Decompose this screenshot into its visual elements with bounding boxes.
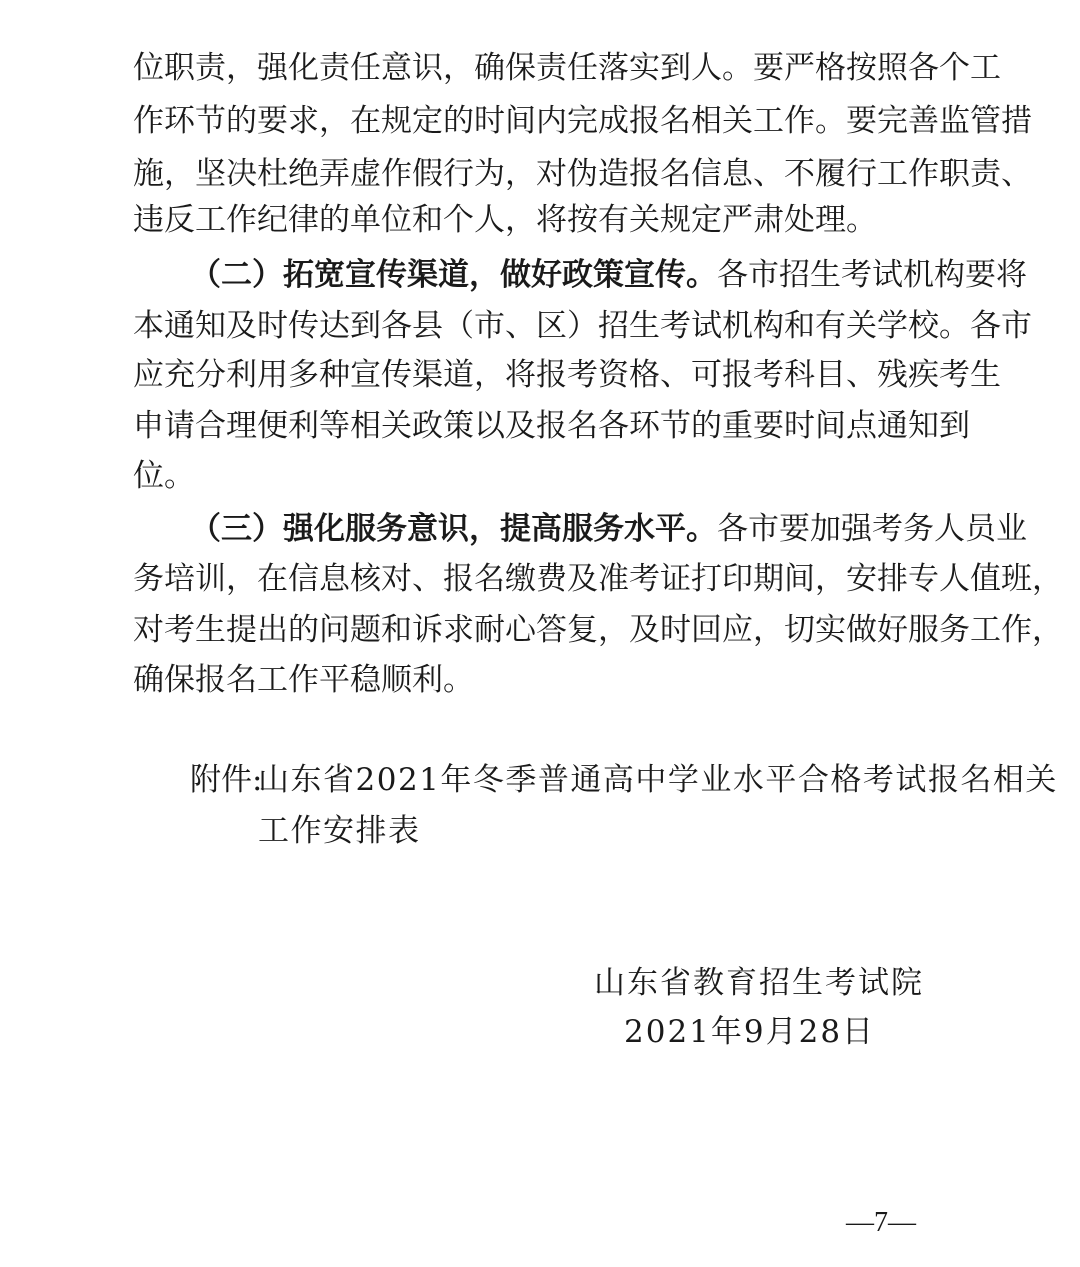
attachment-title: 山东省2021年冬季普通高中学业水平合格考试报名相关 bbox=[258, 762, 1058, 798]
page-number: —7— bbox=[846, 1207, 916, 1238]
text-line: 应充分利用多种宣传渠道，将报考资格、可报考科目、残疾考生 bbox=[133, 357, 1001, 393]
attachment-title-continued: 工作安排表 bbox=[258, 813, 421, 849]
paragraph-first-line bbox=[190, 255, 1027, 295]
text-line: 对考生提出的问题和诉求耐心答复，及时回应，切实做好服务工作， bbox=[133, 612, 1063, 648]
issue-date: 2021年9月28日 bbox=[624, 1014, 876, 1050]
paragraph-first-line bbox=[190, 509, 1027, 549]
section-heading: （三）强化服务意识，提高服务水平。 bbox=[190, 511, 717, 547]
text-line: 确保报名工作平稳顺利。 bbox=[133, 662, 474, 698]
text-line: 务培训，在信息核对、报名缴费及准考证打印期间，安排专人值班， bbox=[133, 561, 1063, 597]
text-span: 各市招生考试机构要将 bbox=[717, 257, 1027, 293]
section-heading: （二）拓宽宣传渠道，做好政策宣传。 bbox=[190, 257, 717, 293]
text-line: 位。 bbox=[133, 458, 195, 494]
text-line: 施，坚决杜绝弄虚作假行为，对伪造报名信息、不履行工作职责、 bbox=[133, 156, 1032, 192]
text-span: 各市要加强考务人员业 bbox=[717, 511, 1027, 547]
text-line: 违反工作纪律的单位和个人，将按有关规定严肃处理。 bbox=[133, 202, 877, 238]
text-line: 位职责，强化责任意识，确保责任落实到人。要严格按照各个工 bbox=[133, 50, 1001, 86]
text-line: 本通知及时传达到各县（市、区）招生考试机构和有关学校。各市 bbox=[133, 308, 1032, 344]
text-line: 申请合理便利等相关政策以及报名各环节的重要时间点通知到 bbox=[133, 408, 970, 444]
text-line: 作环节的要求，在规定的时间内完成报名相关工作。要完善监管措 bbox=[133, 103, 1032, 139]
attachment-label: 附件: bbox=[190, 762, 263, 798]
issuing-organization: 山东省教育招生考试院 bbox=[594, 965, 924, 1001]
